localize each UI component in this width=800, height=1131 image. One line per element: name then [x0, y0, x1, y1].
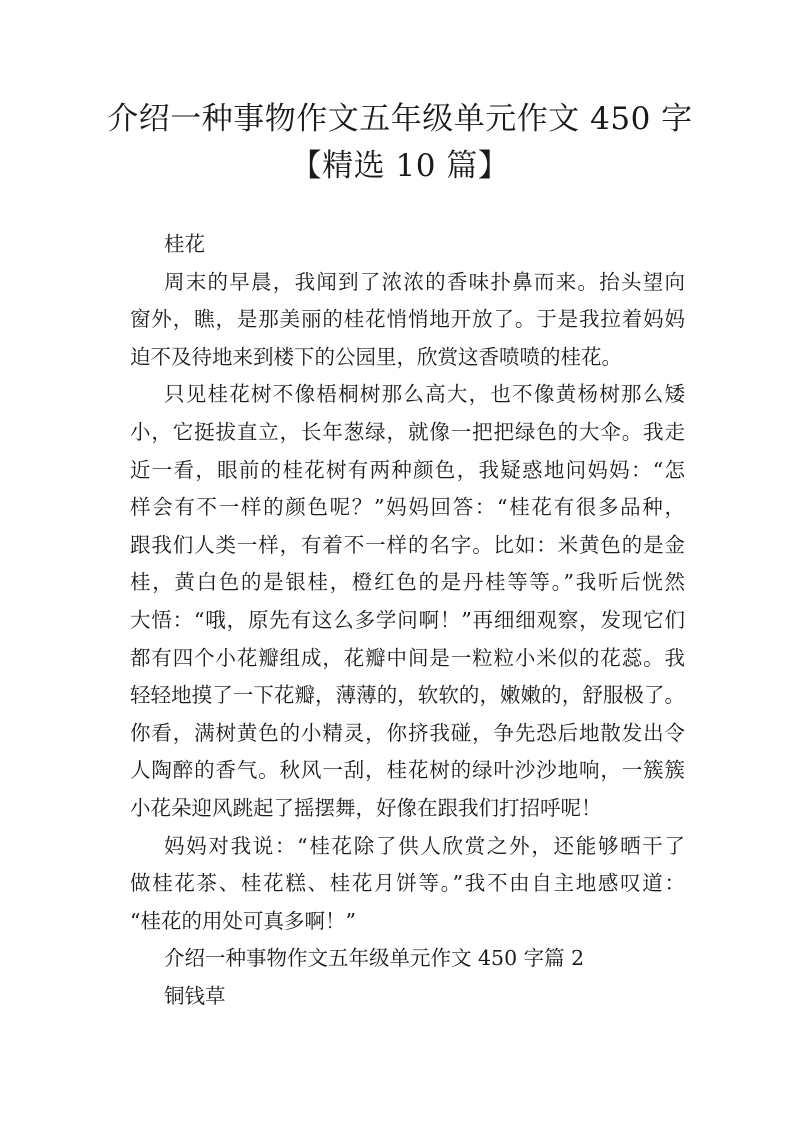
text-line: 跟我们人类一样，有着不一样的名字。比如：米黄色的是金	[130, 532, 685, 557]
text-line: 迫不及待地来到楼下的公园里，欣赏这香喷喷的桂花。	[130, 344, 622, 369]
text-line: 妈妈对我说：“桂花除了供人欣赏之外，还能够晒干了	[164, 833, 685, 858]
text-line: 小花朵迎风跳起了摇摆舞，好像在跟我们打招呼呢！	[130, 795, 602, 820]
text-line: 你看，满树黄色的小精灵，你挤我碰，争先恐后地散发出令	[130, 720, 685, 745]
text-line: 只见桂花树不像梧桐树那么高大，也不像黄杨树那么矮	[164, 382, 685, 407]
text-line: 桂，黄白色的是银桂，橙红色的是丹桂等等。”我听后恍然	[130, 570, 685, 595]
text-line: 周末的早晨，我闻到了浓浓的香味扑鼻而来。抬头望向	[164, 269, 685, 294]
text-line: 轻轻地摸了一下花瓣，薄薄的，软软的，嫩嫩的，舒服极了。	[130, 683, 685, 708]
text-line: 样会有不一样的颜色呢？”妈妈回答：“桂花有很多品种，	[130, 495, 685, 520]
text-line: 铜钱草	[164, 983, 226, 1008]
document-body	[130, 226, 685, 1015]
text-line: 人陶醉的香气。秋风一刮，桂花树的绿叶沙沙地响，一簇簇	[130, 758, 685, 783]
text-line: 小，它挺拔直立，长年葱绿，就像一把把绿色的大伞。我走	[130, 419, 685, 444]
text-line: 做桂花茶、桂花糕、桂花月饼等。”我不由自主地感叹道：	[130, 871, 685, 896]
text-line: 窗外，瞧，是那美丽的桂花悄悄地开放了。于是我拉着妈妈	[130, 307, 685, 332]
title-line-1: 介绍一种事物作文五年级单元作文 450 字	[107, 101, 693, 137]
text-line: 介绍一种事物作文五年级单元作文 450 字篇 2	[164, 946, 585, 971]
text-line: 近一看，眼前的桂花树有两种颜色，我疑惑地问妈妈：“怎	[130, 457, 685, 482]
text-line: “桂花的用处可真多啊！”	[130, 908, 356, 933]
text-line: 都有四个小花瓣组成，花瓣中间是一粒粒小米似的花蕊。我	[130, 645, 685, 670]
document-title	[60, 96, 740, 190]
title-line-2: 【精选 10 篇】	[290, 148, 510, 184]
text-line: 桂花	[164, 232, 205, 256]
text-line: 大悟：“哦，原先有这么多学问啊！”再细细观察，发现它们	[130, 607, 685, 632]
